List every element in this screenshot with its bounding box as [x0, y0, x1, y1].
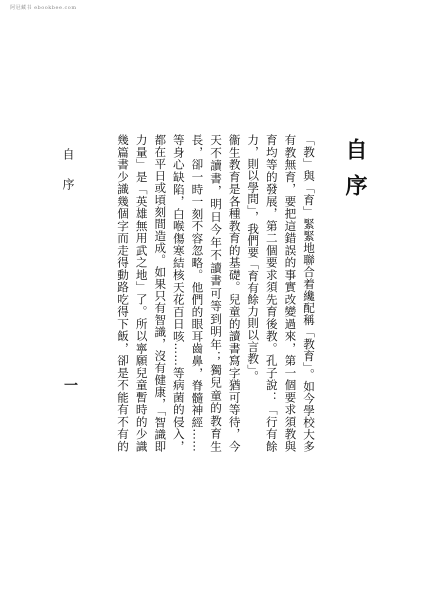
chapter-heading: 自序 [342, 138, 368, 210]
running-title: 自序 [61, 148, 75, 208]
paragraph: 「教」與「育」緊緊地聯合着纔配稱「教育」。如今學校大多有教無育，要把這錯誤的事實改變過來，第一個要求須教與育均等的發展，第二個要求須先育後教。孔子說：「行有餘力，則以學問」，我們要「育有餘力則以言教」。 [246, 134, 316, 452]
page-number: 一 [62, 378, 78, 392]
body-text [112, 134, 318, 452]
paragraph: 衞生教育是各種教育的基礎。兒童的讀書寫字猶可等待，今天不讀書，明日今年不讀書可等到明年；獨兒童的教育生長，卻一時一刻不容忽略。他們的眼耳齒鼻，脊髓神經……等身心缺陷，白喉傷寒結核天花百日咳……等病菌的侵入，都在平日或頃刻間造成。如果只有智識，沒有健康，「智識即力量」是「英雄無用武之地」了。所以寧願兒童暫時的少識幾篇書少識幾個字而走得動路吃得下飯，卻是不能有不有的 [116, 134, 242, 452]
watermark: 阿冠藏书 ebookbee.com [10, 5, 77, 11]
